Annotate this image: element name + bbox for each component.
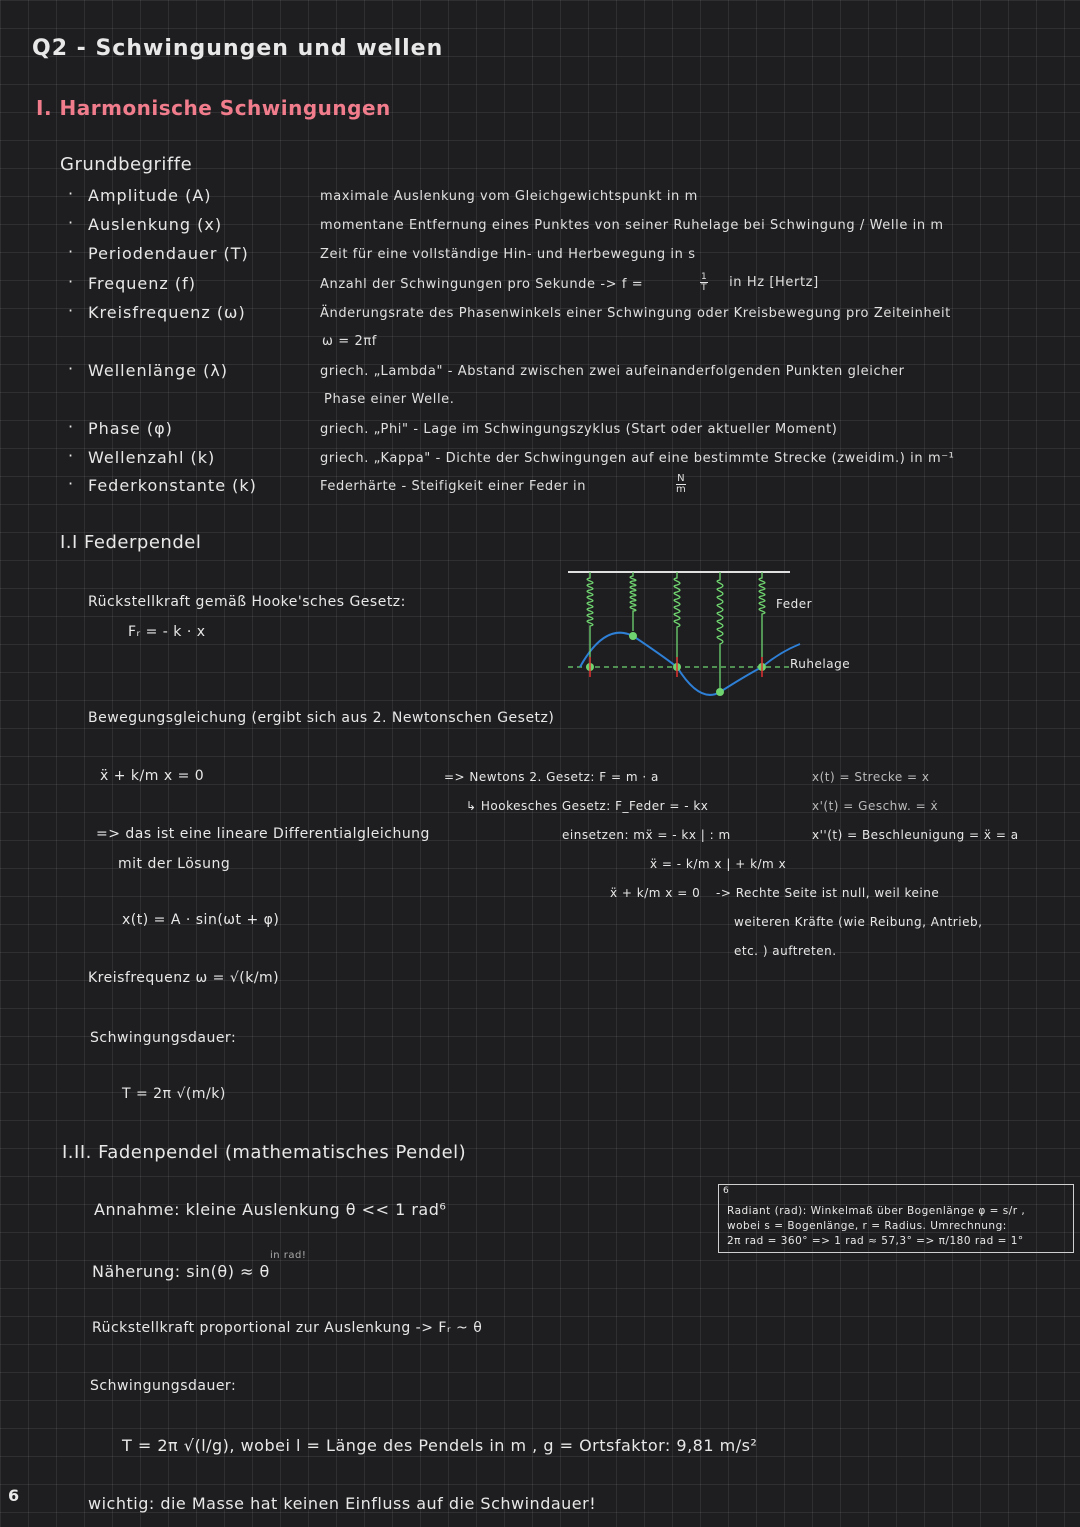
in-rad-note: in rad!: [270, 1250, 307, 1261]
term-name: Wellenlänge (λ): [88, 361, 229, 380]
def-xdot: x'(t) = Geschw. = ẋ: [812, 799, 939, 813]
hooke-text: Rückstellkraft gemäß Hooke'sches Gesetz:: [88, 594, 406, 610]
kreisfrequenz-formula: Kreisfrequenz ω = √(k/m): [88, 970, 280, 986]
term-definition: Federhärte - Steifigkeit einer Feder in: [320, 479, 587, 494]
spring-3: [674, 572, 680, 667]
label-feder: Feder: [776, 597, 813, 611]
infobox-number: 6: [723, 1186, 730, 1196]
omega-formula: ω = 2πf: [322, 334, 377, 349]
spring-1: [587, 572, 593, 671]
term-definition: griech. „Phi" - Lage im Schwingungszyklus (Start oder aktueller Moment): [320, 422, 838, 437]
rechte-seite-2: weiteren Kräfte (wie Reibung, Antrieb,: [734, 915, 983, 929]
fadenpendel-heading: I.II. Fadenpendel (mathematisches Pendel): [62, 1142, 467, 1163]
lambda-def-line2: Phase einer Welle.: [324, 392, 455, 407]
mass-4: [716, 688, 724, 696]
term-definition: maximale Auslenkung vom Gleichgewichtspunkt in m: [320, 189, 698, 204]
term-name: Wellenzahl (k): [88, 448, 216, 467]
radiant-infobox: [718, 1184, 1074, 1253]
infobox-line3: 2π rad = 360° => 1 rad ≈ 57,3° => π/180 rad = 1°: [727, 1235, 1024, 1247]
mit-loesung: mit der Lösung: [118, 856, 231, 872]
spring-5: [759, 572, 765, 666]
term-name: Periodendauer (T): [88, 244, 249, 263]
annahme: Annahme: kleine Auslenkung θ << 1 rad⁶: [94, 1200, 447, 1219]
term-name: Amplitude (A): [88, 186, 212, 205]
term-name: Frequenz (f): [88, 274, 196, 293]
grundbegriffe-heading: Grundbegriffe: [60, 154, 193, 175]
hooke-formula: Fᵣ = - k · x: [128, 624, 206, 640]
faden-schwingungsdauer-label: Schwingungsdauer:: [90, 1378, 237, 1394]
schwingungsdauer-label: Schwingungsdauer:: [90, 1030, 237, 1046]
bullet-dot: ·: [68, 359, 74, 378]
bullet-dot: ·: [68, 272, 74, 291]
page-title: Q2 - Schwingungen und wellen: [32, 36, 444, 61]
step2: ẍ = - k/m x | + k/m x: [650, 857, 787, 871]
kreis-sqrt: √(k/m): [229, 970, 280, 986]
freq-formula: $\frac{1}{T}$ in Hz [Hertz]: [701, 272, 819, 293]
loesung-formula: x(t) = A · sin(ωt + φ): [122, 912, 280, 928]
infobox-line1: Radiant (rad): Winkelmaß über Bogenlänge φ = s/r ,: [727, 1205, 1026, 1217]
bullet-dot: ·: [68, 184, 74, 203]
bewegungsgleichung: Bewegungsgleichung (ergibt sich aus 2. Newtonschen Gesetz): [88, 710, 555, 726]
term-definition: Änderungsrate des Phasenwinkels einer Schwingung oder Kreisbewegung pro Zeiteinheit: [320, 306, 951, 321]
term-name: Phase (φ): [88, 419, 173, 438]
hooke-law: ↳ Hookesches Gesetz: F_Feder = - kx: [466, 799, 709, 813]
wave-curve: [580, 633, 800, 695]
wichtig-note: wichtig: die Masse hat keinen Einfluss auf die Schwindauer!: [88, 1494, 597, 1513]
naeherung: Näherung: sin(θ) ≈ θ: [92, 1262, 270, 1281]
rechte-seite-1: -> Rechte Seite ist null, weil keine: [716, 886, 940, 900]
label-ruhelage: Ruhelage: [790, 657, 851, 671]
federpendel-heading: I.I Federpendel: [60, 532, 202, 553]
term-definition: momentane Entfernung eines Punktes von seiner Ruhelage bei Schwingung / Welle in m: [320, 218, 944, 233]
newton-law: => Newtons 2. Gesetz: F = m · a: [444, 770, 659, 784]
step3: ẍ + k/m x = 0: [610, 886, 701, 900]
term-definition: griech. „Lambda" - Abstand zwischen zwei aufeinanderfolgenden Punkten gleicher: [320, 364, 905, 379]
rechte-seite-3: etc. ) auftreten.: [734, 944, 837, 958]
bullet-dot: ·: [68, 301, 74, 320]
term-name: Federkonstante (k): [88, 476, 257, 495]
federkonst-unit: $\frac{N}{m}$: [676, 473, 687, 495]
section-heading-harmonische: I. Harmonische Schwingungen: [36, 96, 391, 120]
eq-main: ẍ + k/m x = 0: [100, 768, 205, 784]
term-definition: Zeit für eine vollständige Hin- und Herbewegung in s: [320, 247, 696, 262]
faden-schwingungsdauer-formula: T = 2π √(l/g), wobei l = Länge des Pendels in m , g = Ortsfaktor: 9,81 m/s²: [122, 1436, 758, 1455]
bullet-dot: ·: [68, 446, 74, 465]
term-definition: griech. „Kappa" - Dichte der Schwingungen auf eine bestimmte Strecke (zweidim.) in m⁻¹: [320, 451, 955, 466]
spring-diagram: [560, 564, 860, 704]
bullet-dot: ·: [68, 242, 74, 261]
bullet-dot: ·: [68, 213, 74, 232]
bullet-dot: ·: [68, 474, 74, 493]
term-name: Kreisfrequenz (ω): [88, 303, 246, 322]
term-name: Auslenkung (x): [88, 215, 223, 234]
spring-2: [630, 572, 636, 631]
infobox-line2: wobei s = Bogenlänge, r = Radius. Umrechnung:: [727, 1220, 1007, 1232]
rueckstellkraft-prop: Rückstellkraft proportional zur Auslenkung -> Fᵣ ~ θ: [92, 1320, 483, 1336]
lin-dgl: => das ist eine lineare Differentialgleichung: [96, 826, 430, 842]
bullet-dot: ·: [68, 417, 74, 436]
mass-2: [629, 632, 637, 640]
spring-4: [717, 572, 723, 692]
schwingungsdauer-formula: T = 2π √(m/k): [122, 1086, 226, 1102]
def-x: x(t) = Strecke = x: [812, 770, 930, 784]
einsetzen: einsetzen: mẍ = - kx | : m: [562, 828, 731, 842]
term-definition: Anzahl der Schwingungen pro Sekunde -> f =: [320, 277, 644, 292]
page-number: 6: [8, 1486, 20, 1505]
def-xddot: x''(t) = Beschleunigung = ẍ = a: [812, 828, 1019, 842]
